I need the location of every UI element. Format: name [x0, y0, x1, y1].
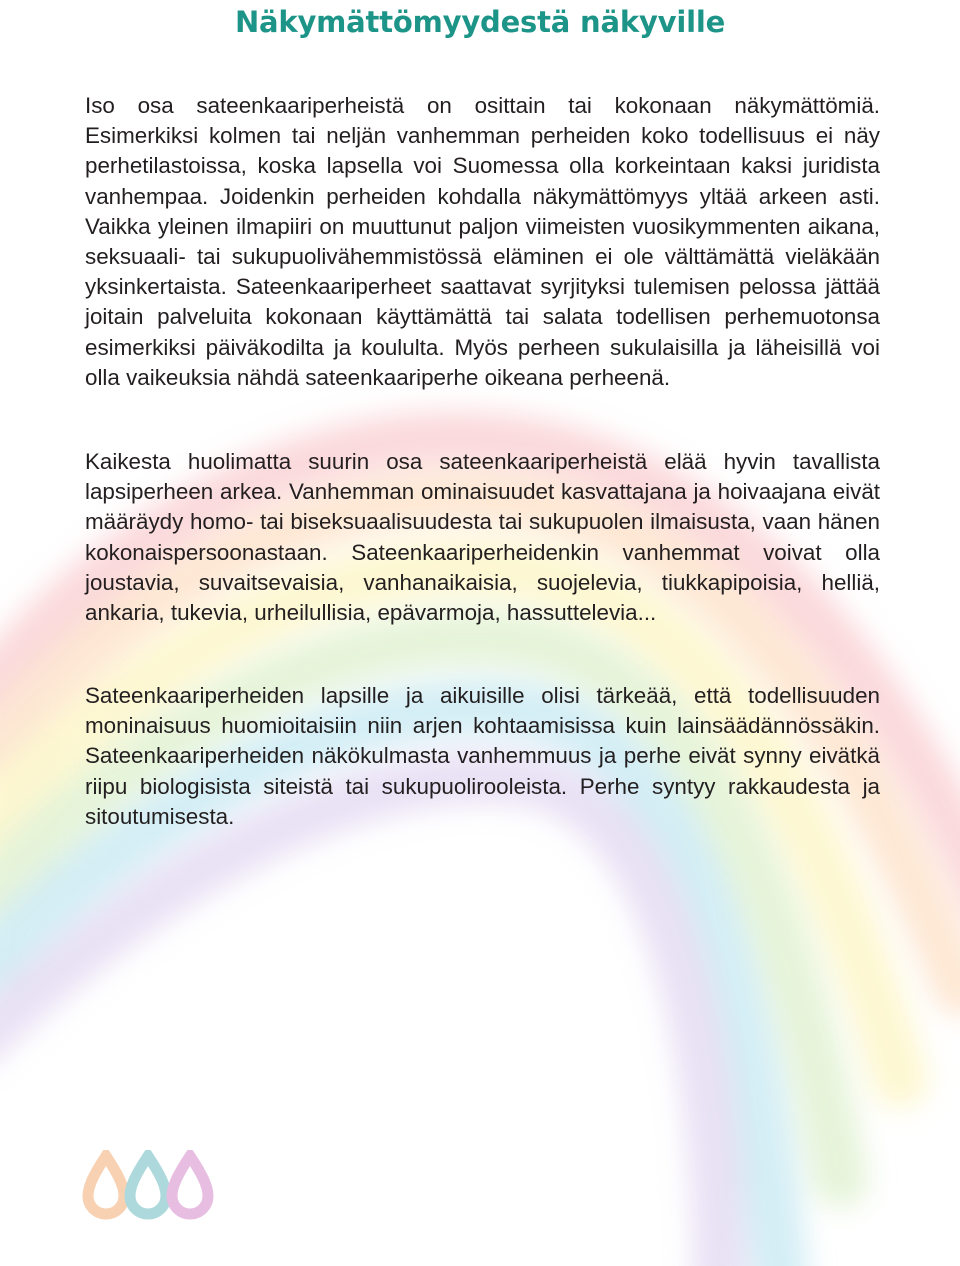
three-overlapping-drops-icon: [80, 1150, 216, 1220]
paragraph-invisibility: Iso osa sateenkaariperheistä on osittain tai kokonaan näkymättömiä. Esimerkiksi kolmen tai neljän vanhemman perheiden koko todellisuus ei näy perhetilastoissa, koska lapsella voi Suomessa olla korkeintaan kaksi juridista vanhempaa. Joidenkin perheiden kohdalla näkymättömyys yltää arkeen asti. Vaikka yleinen ilmapiiri on muuttunut paljon viimeisten vuosikymmenten aikana, seksuaali- tai sukupuolivähemmistössä eläminen ei ole välttämättä vieläkään yksinkertaista. Sateenkaariperheet saattavat syrjityksi tulemisen pelossa jättää joitain palveluita kokonaan käyttämättä tai salata todellisen perhemuotonsa esimerkiksi päiväkodilta ja koululta. Myös perheen sukulaisilla ja läheisillä voi olla vaikeuksia nähdä sateenkaariperhe oikeana perheenä.: [85, 93, 880, 390]
drop-left-icon: [88, 1156, 124, 1214]
paragraph-diversity: Sateenkaariperheiden lapsille ja aikuisille olisi tärkeää, että todellisuuden moninaisuus huomioitaisiin niin arjen kohtaamisissa kuin lainsäädännössäkin. Sateenkaariperheiden näkökulmasta vanhemmuus ja perhe eivät synny eivätkä riipu biologisista siteistä tai sukupuolirooleista. Perhe syntyy rakkaudesta ja sitoutumisesta.: [85, 683, 880, 829]
drop-middle-icon: [130, 1156, 166, 1214]
paragraph-everyday-life: Kaikesta huolimatta suurin osa sateenkaariperheistä elää hyvin tavallista lapsiperheen arkea. Vanhemman ominaisuudet kasvattajana ja hoivaajana eivät määräydy homo- tai biseksuaalisuudesta tai sukupuolen ilmaisusta, vaan hänen kokonaispersoonastaan. Sateenkaariperheidenkin vanhemmat voivat olla joustavia, suvaitsevaisia, vanhanaikaisia, suojelevia, tiukkapipoisia, helliä, ankaria, tukevia, urheilullisia, epävarmoja, hassuttelevia...: [85, 449, 880, 626]
page-title: Näkymättömyydestä näkyville: [234, 5, 726, 39]
drop-right-icon: [172, 1156, 208, 1214]
